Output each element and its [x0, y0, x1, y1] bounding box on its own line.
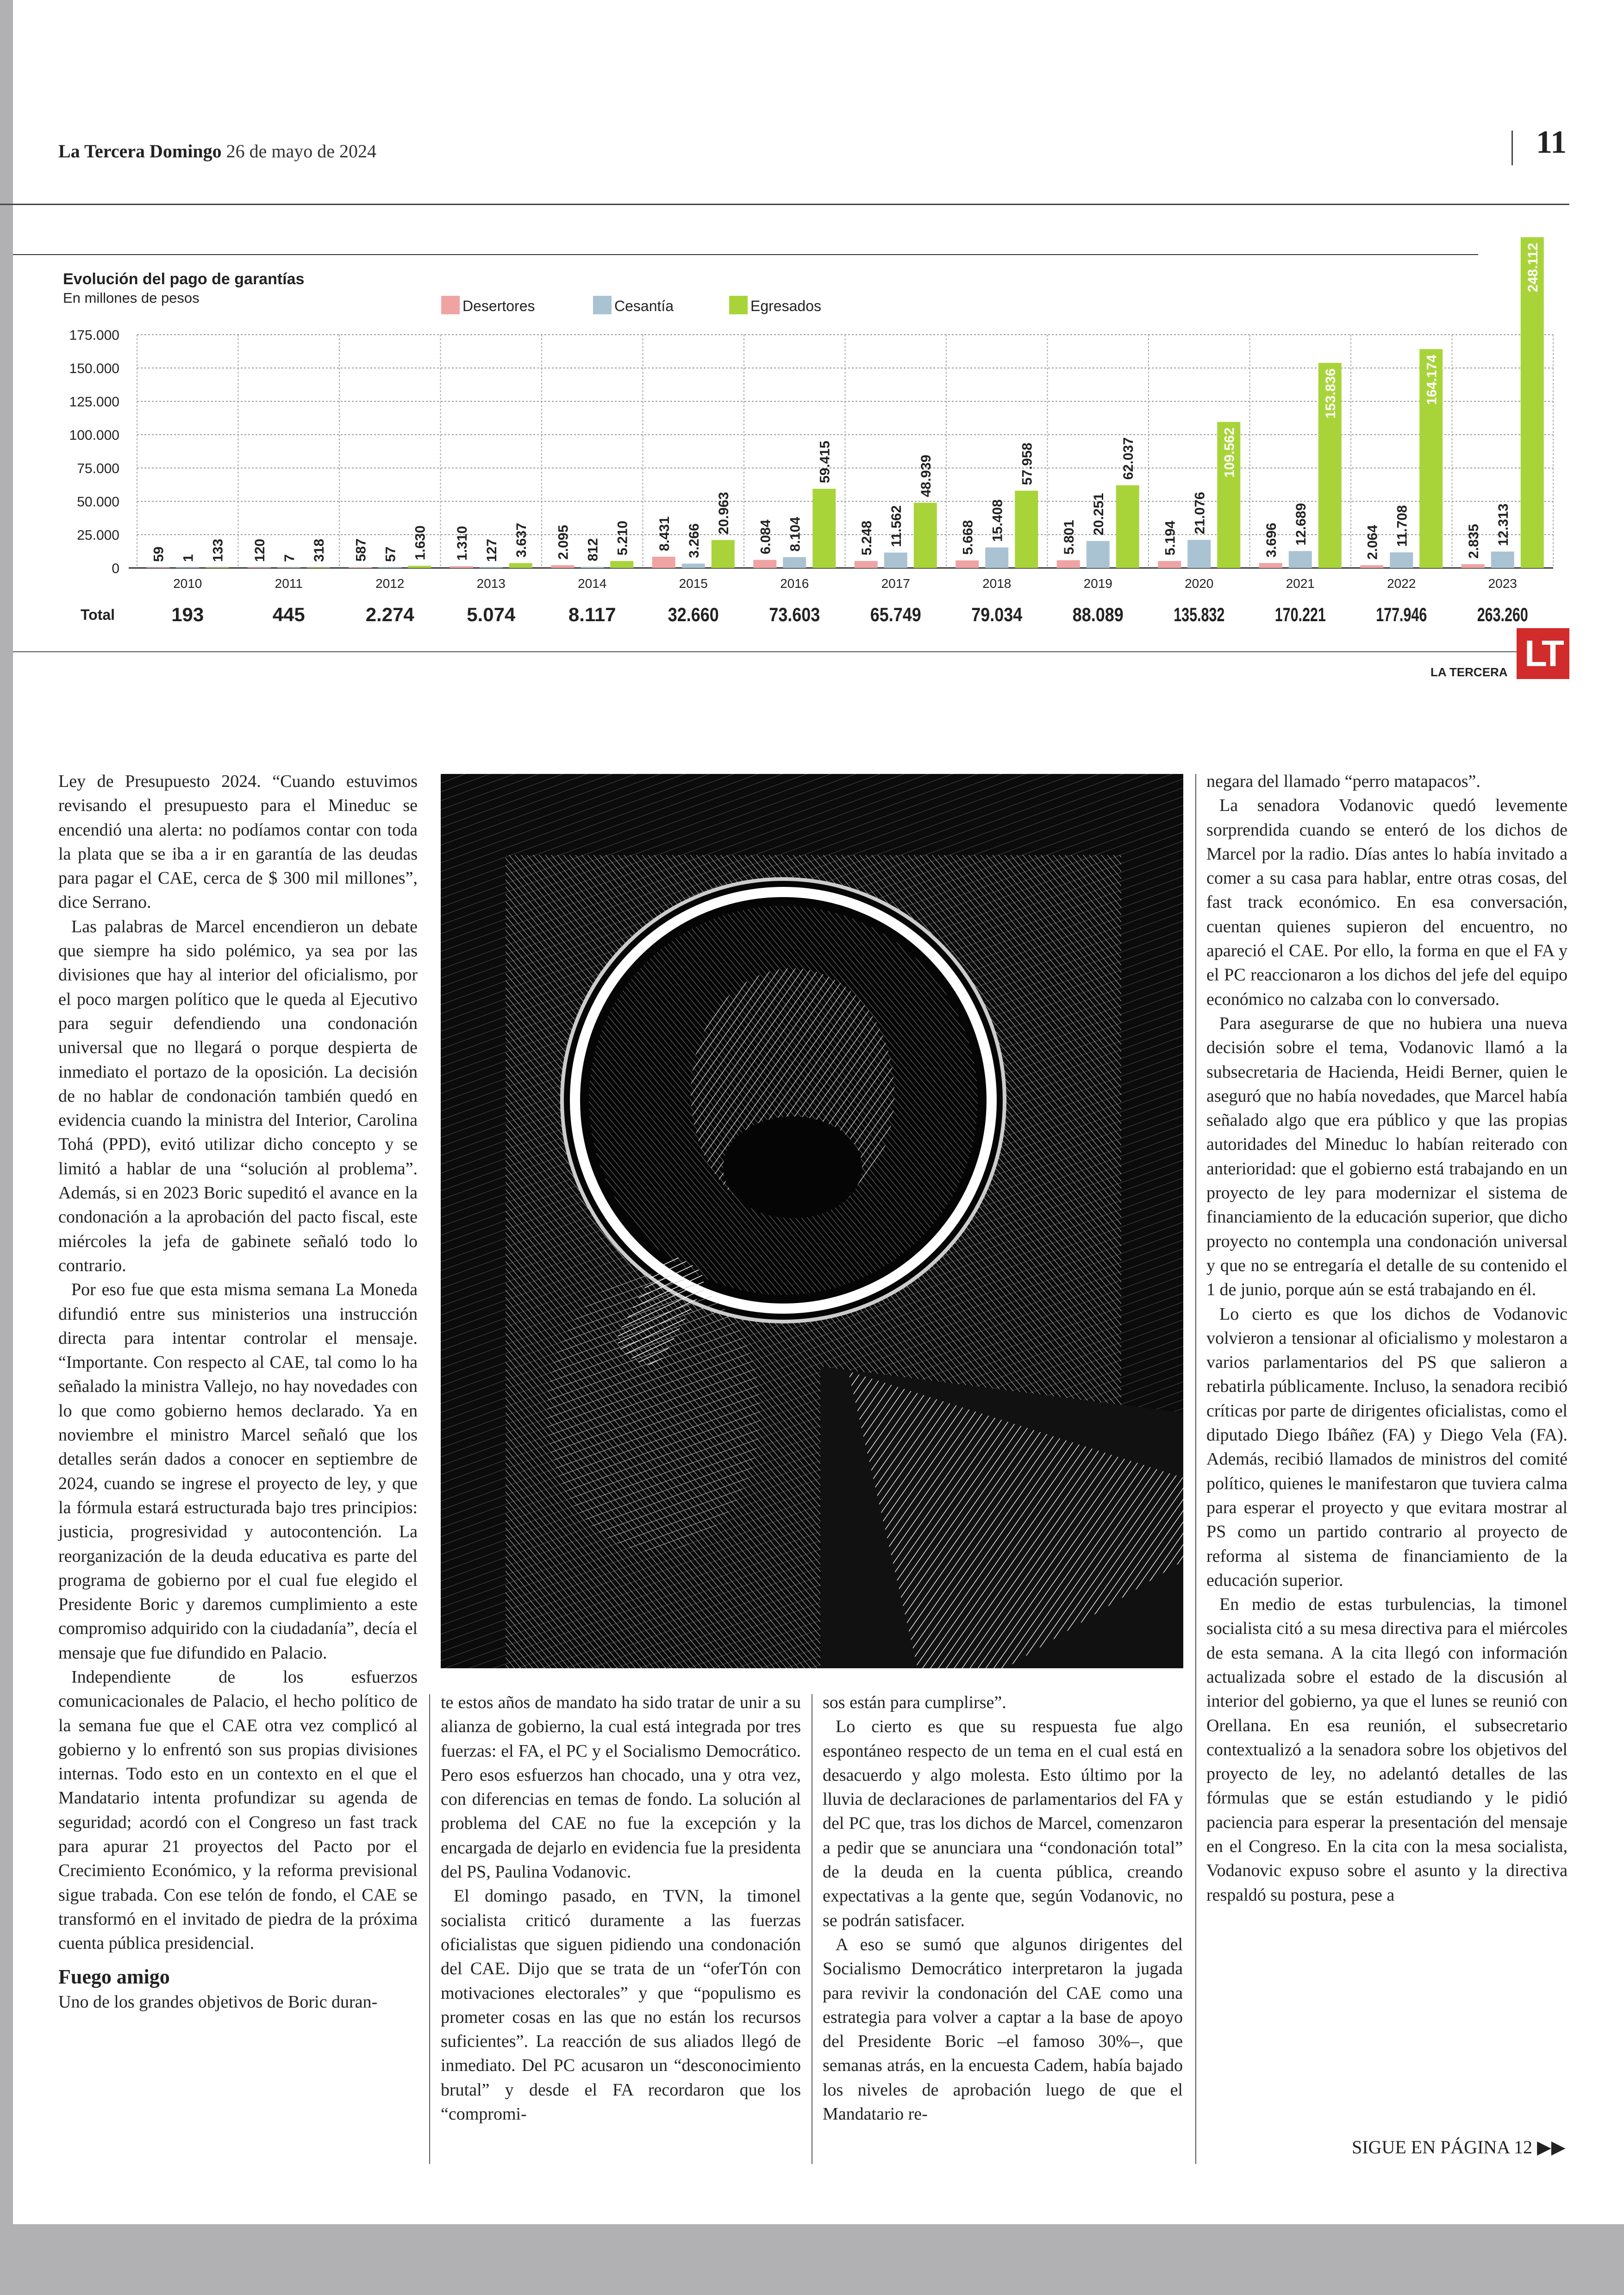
bar-value-label: 153.836: [1323, 368, 1338, 419]
total-value: 193: [171, 604, 204, 625]
bar-egresados: [610, 561, 633, 568]
total-value: 8.117: [568, 604, 616, 625]
col2-paragraph-1: te estos años de mandato ha sido tratar de unir a su alianza de gobierno, la cual está integrada por tres fuerzas: el FA, el PC y el Socialismo Democrático. Pero esos esfuerzos han chocado, una y otra vez, con diferencias en temas de fondo. La solución al problema del CAE no fue la excepción y la encargada de dejarlo en evidencia fue la presidenta del PS, Paulina Vodanovic.: [441, 1693, 801, 1882]
bar-desertores: [1057, 560, 1080, 568]
continued-on-page-link[interactable]: SIGUE EN PÁGINA 12 ▶▶: [1352, 2137, 1566, 2158]
col1-paragraph-1: Ley de Presupuesto 2024. “Cuando estuvimos revisando el presupuesto para el Mineduc se encendió una alerta: no podíamos contar con toda la plata que se iba a ir en garantía de las deudas para pagar el CAE, cerca de $ 300 mil millones”, dice Serrano.: [58, 772, 418, 912]
bar-value-label: 5.194: [1162, 520, 1178, 556]
total-value: 88.089: [1072, 604, 1124, 625]
bar-desertores: [1360, 565, 1383, 568]
bar-cesantía: [783, 557, 806, 568]
bar-egresados: [1116, 485, 1139, 568]
bar-cesantía: [1390, 552, 1413, 568]
bar-value-label: 2.064: [1365, 524, 1380, 560]
bar-value-label: 48.939: [918, 455, 934, 498]
article-column-1: [58, 769, 418, 2014]
article-column-2: [441, 1690, 801, 2126]
y-tick-label: 25.000: [77, 528, 119, 543]
header-rule: [0, 204, 1569, 205]
bar-value-label: 127: [484, 538, 500, 562]
chart-credit: LA TERCERA: [1430, 665, 1508, 679]
col2-paragraph-2: El domingo pasado, en TVN, la timonel socialista criticó duramente a las fuerzas oficialistas que siguen pidiendo una condonación del CAE. Dijo que se trata de un “oferTón con motivaciones electorales” y que “populismo es prometer cosas en las que no están los recursos suficientes”. La reacción de sus aliados llegó de inmediato. Del PC acusaron un “desconocimiento brutal” y desde el FA recordaron que los “compromi-: [441, 1886, 801, 2124]
x-tick-label: 2014: [578, 576, 607, 591]
bar-value-label: 8.104: [787, 517, 803, 552]
bar-desertores: [652, 557, 675, 568]
x-tick-label: 2020: [1185, 576, 1214, 591]
bar-value-label: 12.313: [1495, 503, 1511, 546]
legend-label: Desertores: [462, 298, 535, 314]
legend-swatch: [729, 296, 748, 314]
article-column-3: [823, 1690, 1183, 2126]
y-tick-label: 125.000: [69, 394, 119, 410]
chart-totals: [171, 604, 1528, 625]
bar-cesantía: [1187, 540, 1211, 568]
masthead: [58, 140, 376, 162]
bar-value-label: 8.431: [656, 516, 672, 551]
la-tercera-logo: LT: [1517, 628, 1569, 679]
col3-paragraph-2: Lo cierto es que su respuesta fue algo espontáneo respecto de un tema en el cual está en desacuerdo y algo molesta. Esto último por la lluvia de declaraciones de parlamentarios del FA y del PC que, tras los dichos de Marcel, comenzaron a pedir que se anunciara una “condonación total” de la deuda en la cuenta pública, creando expectativas a la gente que, según Vodanovic, no se podrán satisfacer.: [823, 1717, 1183, 1930]
bar-desertores: [1259, 563, 1282, 568]
x-tick-label: 2012: [375, 576, 405, 591]
col1-paragraph-2: Las palabras de Marcel encendieron un debate que siempre ha sido polémico, ya sea por las divisiones que hay al interior del oficialismo, por el poco margen político que le queda al Ejecutivo para seguir defendiendo una condonación universal que no llegará o porque despierta de inmediato el portazo de la oposición. La decisión de no hablar de condonación también quedó en evidencia cuando la ministra del Interior, Carolina Tohá (PPD), evitó utilizar dicho concepto y se limitó a hablar de una “solución al problema”. Además, si en 2023 Boric supeditó el avance en la condonación a la aprobación del pacto fiscal, este miércoles la jefa de gabinete señaló todo lo contrario.: [58, 917, 418, 1275]
bar-value-label: 20.963: [716, 492, 731, 535]
y-tick-label: 150.000: [69, 361, 119, 376]
bar-value-label: 2.095: [556, 524, 571, 560]
bar-value-label: 1.630: [412, 525, 428, 561]
col4-paragraph-5: En medio de estas turbulencias, la timonel socialista citó a su mesa directiva para el miércoles de esta semana. A la cita llegó con información actualizada sobre el estado de la discusión al interior del gobierno, ya que el lunes se reunió con Orellana. En esa reunión, el subsecretario contextualizó a la senadora sobre los objetivos del proyecto de ley, no adelantó detalles de las fórmulas que se están estudiando y le pidió paciencia para esperar la presentación del mensaje en el Congreso. En la cita con la mesa socialista, Vodanovic expuso sobre el asunto y la directiva respaldó su postura, pese a: [1206, 1595, 1568, 1905]
x-tick-label: 2022: [1387, 576, 1416, 591]
bar-value-label: 1: [181, 554, 196, 562]
total-value: 170.221: [1274, 604, 1326, 625]
bar-desertores: [1158, 561, 1181, 568]
bar-value-label: 12.689: [1293, 503, 1309, 546]
x-tick-label: 2013: [476, 576, 506, 591]
bar-value-label: 5.801: [1061, 520, 1077, 555]
bar-desertores: [349, 567, 372, 568]
col4-paragraph-4: Lo cierto es que los dichos de Vodanovic volvieron a tensionar al oficialismo y molestaron a varios parlamentarios del PS que salieron a rebatirla públicamente. Incluso, la senadora recibió críticas por parte de dirigentes oficialistas, como el diputado Diego Ibáñez (FA) y Diego Vela (FA). Además, recibió llamados de ministros del comité político, quienes le manifestaron que tuviera calma para esperar el proyecto y que evitara mostrar al PS como un partido contrario al proyecto de reforma al sistema de financiamiento de la educación superior.: [1206, 1304, 1568, 1590]
y-tick-label: 0: [112, 561, 119, 576]
col4-paragraph-3: Para asegurarse de que no hubiera una nueva decisión sobre el tema, Vodanovic llamó a la subsecretaria de Hacienda, Heidi Berner, quien le aseguró que no había novedades, que Marcel había señalado algo que era público y que las propias autoridades del Mineduc lo habían reiterado con anterioridad: que el gobierno está trabajando en un proyecto de ley para modernizar el sistema de financiamiento de la educación superior, que dicho proyecto no contempla una condonación universal y que no se entregaría el detalle de su contenido el 1 de junio, porque aún se está trabajando en él.: [1206, 1013, 1568, 1300]
column-divider-1: [429, 1694, 430, 2164]
col1-paragraph-5: Uno de los grandes objetivos de Boric duran-: [58, 1992, 378, 2012]
bar-cesantía: [1087, 541, 1110, 568]
bar-value-label: 164.174: [1424, 355, 1440, 405]
legend-swatch: [593, 296, 612, 314]
chart-title: Evolución del pago de garantías: [63, 270, 305, 288]
publication-name: La Tercera Domingo: [58, 141, 222, 162]
bar-value-label: 109.562: [1222, 427, 1237, 478]
guarantee-payments-chart: [13, 230, 1624, 716]
bar-egresados: [914, 503, 937, 568]
x-tick-label: 2023: [1488, 576, 1517, 591]
x-tick-label: 2018: [982, 576, 1012, 591]
col1-paragraph-4: Independiente de los esfuerzos comunicacionales de Palacio, el hecho político de la semana fue que el CAE otra vez complicó al gobierno y lo enfrentó son sus propias divisiones internas. Todo esto en un contexto en el que el Mandatario intenta profundizar su agenda de seguridad; acordó con el Congreso un fast track para apurar 21 proyectos del Pacto por el Crecimiento Económico, y la reforma previsional sigue trabada. Con ese telón de fondo, el CAE se transformó en el invitado de piedra de la próxima cuenta pública presidencial.: [58, 1667, 418, 1953]
totals-label: Total: [81, 606, 115, 623]
bar-desertores: [855, 561, 878, 568]
total-value: 73.603: [769, 604, 820, 625]
article-column-4: [1206, 769, 1568, 1907]
bar-cesantía: [1289, 551, 1312, 568]
page-number: 11: [1536, 125, 1567, 160]
bar-cesantía: [682, 564, 705, 568]
bar-value-label: 5.668: [960, 520, 976, 555]
bar-value-label: 21.076: [1192, 492, 1208, 535]
bar-desertores: [753, 560, 776, 568]
section-heading: Fuego amigo: [58, 1965, 170, 1988]
bar-value-label: 57.958: [1019, 443, 1035, 486]
bar-cesantía: [581, 567, 604, 568]
x-tick-label: 2019: [1083, 576, 1112, 591]
bar-egresados: [712, 540, 735, 568]
col4-paragraph-1: negara del llamado “perro matapacos”.: [1206, 772, 1480, 791]
total-value: 445: [272, 604, 305, 625]
chart-subtitle: En millones de pesos: [63, 290, 200, 306]
bar-value-label: 812: [585, 538, 601, 561]
y-tick-label: 100.000: [69, 428, 119, 443]
bar-value-label: 11.708: [1394, 505, 1410, 547]
total-value: 32.660: [668, 604, 719, 625]
x-tick-label: 2016: [780, 576, 809, 591]
bar-desertores: [956, 561, 979, 568]
col3-paragraph-3: A eso se sumó que algunos dirigentes del Socialismo Democrático interpretaron la jugada para revivir la condonación del CAE como una estrategia para volver a captar a la base de apoyo del Presidente Boric –el famoso 30%–, que semanas atrás, en la encuesta Cadem, había bajado los niveles de aprobación luego de que el Mandatario re-: [823, 1934, 1183, 2124]
column-divider-3: [1195, 774, 1196, 2164]
col4-paragraph-2: La senadora Vodanovic quedó levemente sorprendida cuando se enteró de los dichos de Marcel por la radio. Días antes lo había invitado a comer a su casa para hablar, entre otras cosas, del fast track económico. En esa conversación, cuentan quienes supieron del encuentro, no apareció el CAE. Por ello, la forma en que el FA y el PC reaccionaron a los dichos del jefe del equipo económico no calzaba con lo conversado.: [1206, 796, 1568, 1009]
bar-value-label: 7: [281, 554, 297, 562]
x-tick-label: 2011: [275, 576, 303, 591]
total-value: 5.074: [467, 604, 516, 625]
issue-date: 26 de mayo de 2024: [226, 141, 376, 162]
bar-egresados: [1015, 491, 1038, 568]
bar-value-label: 11.562: [888, 505, 904, 547]
total-value: 65.749: [870, 604, 921, 625]
bar-cesantía: [884, 553, 907, 568]
bar-value-label: 3.637: [513, 523, 529, 558]
bar-egresados: [408, 566, 431, 568]
chart-svg: [13, 230, 1624, 716]
bar-egresados: [509, 563, 532, 568]
bar-value-label: 5.248: [859, 520, 874, 555]
x-tick-label: 2017: [881, 576, 910, 591]
bar-value-label: 6.084: [758, 519, 774, 555]
y-tick-label: 75.000: [77, 461, 119, 476]
bar-value-label: 120: [252, 538, 268, 562]
bar-desertores: [1462, 564, 1485, 568]
bar-value-label: 248.112: [1525, 243, 1541, 293]
illustration-man-with-magnifying-glass: [441, 774, 1183, 1668]
total-value: 79.034: [971, 604, 1023, 625]
bar-value-label: 2.835: [1466, 524, 1481, 559]
header-divider: [1512, 131, 1513, 165]
bar-desertores: [551, 565, 574, 568]
legend-swatch: [441, 296, 460, 314]
bar-cesantía: [985, 548, 1008, 568]
bar-value-label: 318: [311, 538, 327, 562]
bar-value-label: 5.210: [615, 520, 631, 555]
bar-value-label: 587: [353, 538, 369, 562]
bar-value-label: 59.415: [817, 441, 833, 483]
y-tick-label: 175.000: [69, 328, 119, 343]
x-tick-label: 2021: [1286, 576, 1315, 591]
bar-value-label: 15.408: [990, 499, 1006, 542]
bar-egresados: [812, 489, 836, 568]
bar-value-label: 133: [210, 538, 226, 562]
total-value: 263.260: [1477, 604, 1528, 625]
legend-label: Cesantía: [614, 298, 674, 314]
total-value: 2.274: [365, 604, 414, 625]
bar-value-label: 59: [151, 546, 167, 562]
col1-paragraph-3: Por eso fue que esta misma semana La Moneda difundió entre sus ministerios una instrucción directa para intentar controlar el mensaje. “Importante. Con respecto al CAE, tal como lo ha señalado la ministra Vallejo, no hay novedades con lo que como gobierno hemos declarado. Ya en noviembre el ministro Marcel señaló que los detalles serán dados a conocer en septiembre de 2024, cuando se ingrese el proyecto de ley, y que la fórmula estará estructurada bajo tres principios: justicia, progresividad y autocontención. La reorganización de la deuda educativa es parte del programa de gobierno por el cual fue elegido el Presidente Boric y daremos cumplimiento a este compromiso adquirido con la ciudadanía”, decía el mensaje que fue difundido en Palacio.: [58, 1280, 418, 1663]
illustration-svg: [441, 774, 1183, 1668]
bar-value-label: 3.696: [1263, 523, 1279, 558]
bar-value-label: 20.251: [1091, 493, 1106, 536]
chart-legend: [441, 296, 821, 314]
legend-label: Egresados: [750, 298, 821, 314]
col3-paragraph-1: sos están para cumplirse”.: [823, 1693, 1006, 1712]
total-value: 177.946: [1376, 604, 1427, 625]
bar-desertores: [450, 566, 473, 568]
bar-cesantía: [1491, 552, 1514, 568]
bar-value-label: 57: [383, 546, 399, 562]
x-tick-label: 2010: [173, 576, 202, 591]
x-tick-label: 2015: [679, 576, 708, 591]
bar-value-label: 62.037: [1120, 437, 1136, 480]
total-value: 135.832: [1174, 604, 1225, 625]
bar-value-label: 1.310: [454, 526, 470, 561]
bar-value-label: 3.266: [686, 523, 702, 558]
y-tick-label: 50.000: [77, 494, 119, 510]
